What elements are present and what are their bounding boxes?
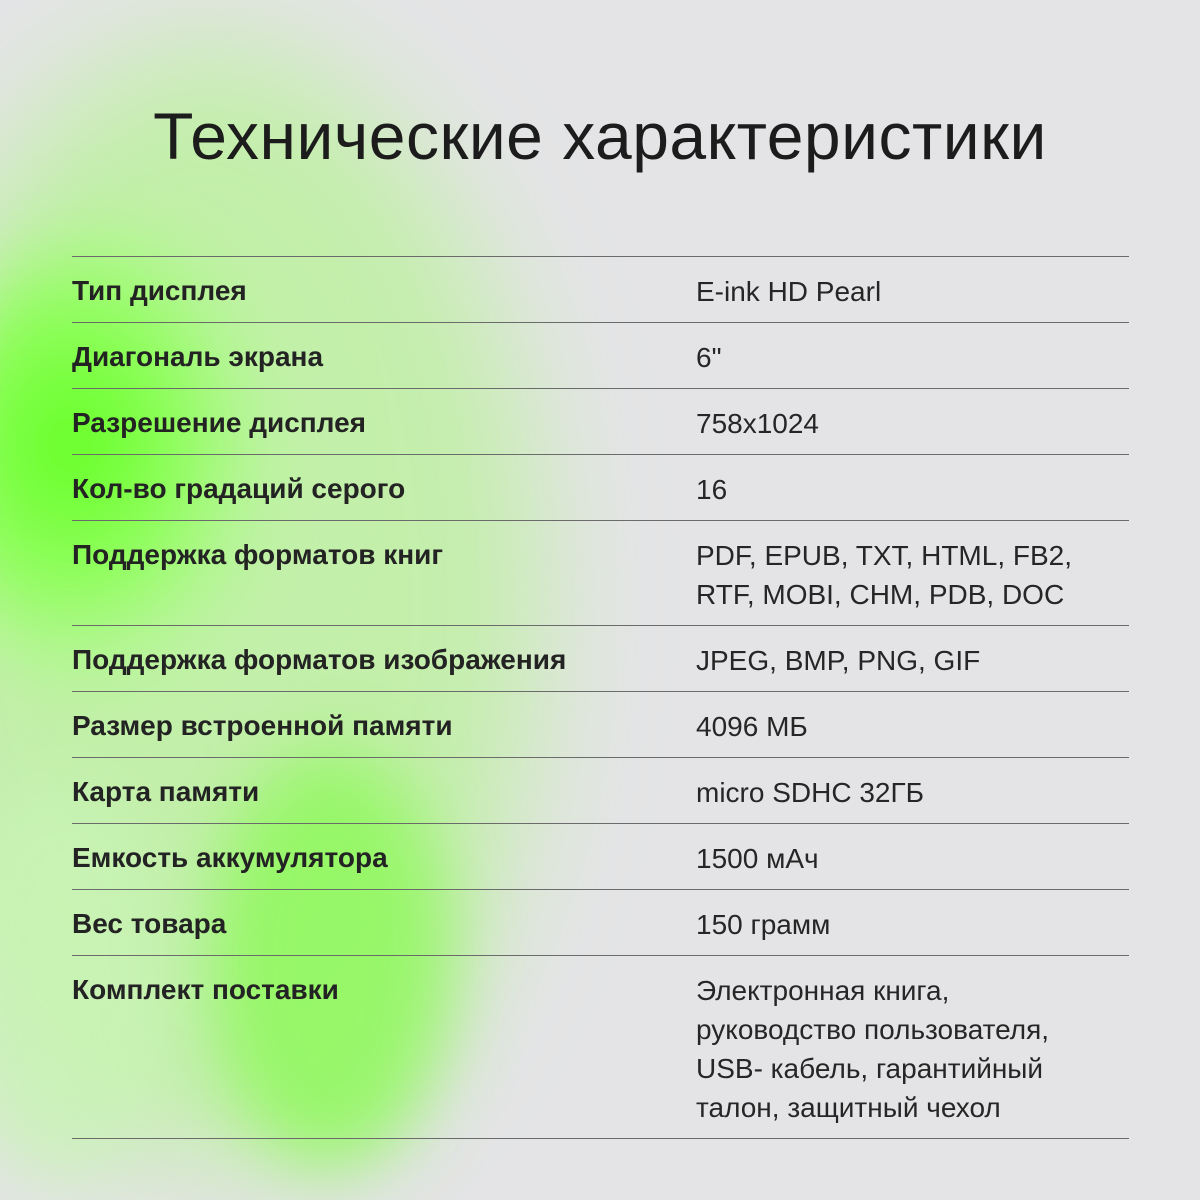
- spec-label: Кол-во градаций серого: [72, 473, 406, 504]
- spec-label: Диагональ экрана: [72, 341, 324, 372]
- spec-row-memory-card: [72, 758, 1129, 824]
- spec-label: Размер встроенной памяти: [72, 710, 453, 741]
- spec-label: Поддержка форматов книг: [72, 539, 444, 570]
- spec-label: Тип дисплея: [72, 275, 247, 306]
- spec-table: [72, 256, 1129, 1139]
- spec-value: 1500 мАч: [696, 843, 819, 874]
- spec-label: Разрешение дисплея: [72, 407, 366, 438]
- spec-value: Электронная книга, руководство пользователя, USB- кабель, гарантийный талон, защитный чехол: [696, 975, 1050, 1123]
- spec-value: PDF, EPUB, TXT, HTML, FB2, RTF, MOBI, CHM, PDB, DOC: [696, 540, 1073, 610]
- spec-row-weight: [72, 890, 1129, 956]
- spec-row-resolution: [72, 389, 1129, 455]
- spec-row-book-formats: [72, 521, 1129, 626]
- spec-row-internal-memory: [72, 692, 1129, 758]
- spec-value: 758x1024: [696, 408, 820, 439]
- spec-row-display-type: [72, 257, 1129, 323]
- spec-value: 150 грамм: [696, 909, 831, 940]
- spec-row-screen-diagonal: [72, 323, 1129, 389]
- spec-label: Карта памяти: [72, 776, 260, 807]
- spec-value: 16: [696, 474, 728, 505]
- page-title: Технические характеристики: [153, 99, 1047, 173]
- spec-value: micro SDHC 32ГБ: [696, 777, 925, 808]
- spec-row-package-contents: [72, 956, 1129, 1139]
- spec-row-image-formats: [72, 626, 1129, 692]
- spec-value: E-ink HD Pearl: [696, 276, 882, 307]
- spec-label: Емкость аккумулятора: [72, 842, 388, 873]
- spec-value: JPEG, BMP, PNG, GIF: [696, 645, 981, 676]
- spec-row-battery: [72, 824, 1129, 890]
- spec-value: 6": [696, 342, 722, 373]
- spec-label: Вес товара: [72, 908, 227, 939]
- spec-row-grayscale-levels: [72, 455, 1129, 521]
- spec-label: Поддержка форматов изображения: [72, 644, 567, 675]
- spec-label: Комплект поставки: [72, 974, 339, 1005]
- spec-value: 4096 МБ: [696, 711, 808, 742]
